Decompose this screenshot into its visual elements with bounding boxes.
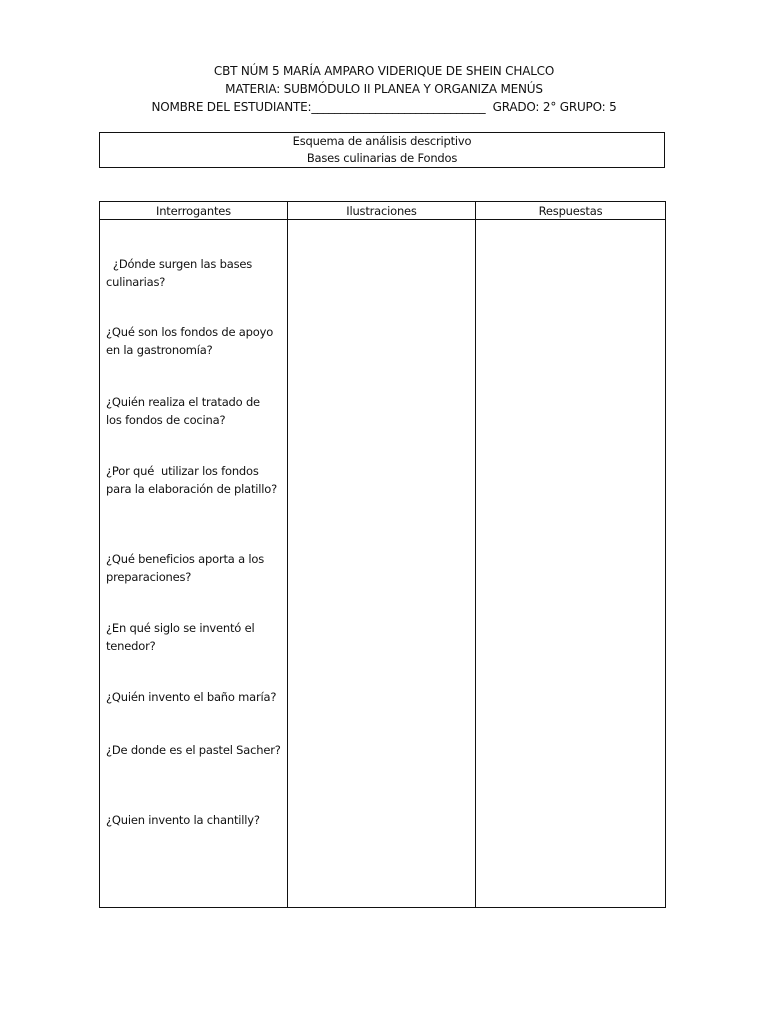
question-8: ¿De donde es el pastel Sacher? <box>106 743 281 757</box>
subject-line: MATERIA: SUBMÓDULO II PLANEA Y ORGANIZA MENÚS <box>225 82 543 96</box>
table-body-row <box>100 220 666 908</box>
column-header-ilustraciones: Ilustraciones <box>288 202 476 220</box>
column-header-interrogantes: Interrogantes <box>100 202 288 220</box>
table-header-row <box>100 202 666 220</box>
column-header-respuestas: Respuestas <box>476 202 666 220</box>
questions-cell <box>100 220 288 908</box>
title-line-1: Esquema de análisis descriptivo <box>292 134 472 148</box>
question-7: ¿Quién invento el baño maría? <box>106 690 277 704</box>
question-6: ¿En qué siglo se inventó el tenedor? <box>106 621 255 653</box>
question-9: ¿Quien invento la chantilly? <box>106 813 260 827</box>
analysis-table <box>99 201 666 908</box>
document-header <box>0 62 768 116</box>
illustrations-cell[interactable] <box>288 220 476 908</box>
title-box <box>99 132 665 168</box>
question-3: ¿Quién realiza el tratado de los fondos de cocina? <box>106 395 260 427</box>
question-1: ¿Dónde surgen las bases culinarias? <box>106 257 253 289</box>
answers-cell[interactable] <box>476 220 666 908</box>
title-line-2: Bases culinarias de Fondos <box>306 151 458 165</box>
question-4: ¿Por qué utilizar los fondos para la elaboración de platillo? <box>106 464 278 496</box>
question-2: ¿Qué son los fondos de apoyo en la gastronomía? <box>106 325 274 357</box>
school-name: CBT NÚM 5 MARÍA AMPARO VIDERIQUE DE SHEIN CHALCO <box>213 64 555 78</box>
student-name-line: NOMBRE DEL ESTUDIANTE:______________________________ GRADO: 2° GRUPO: 5 <box>151 100 617 114</box>
question-5: ¿Qué beneficios aporta a los preparaciones? <box>106 552 265 584</box>
